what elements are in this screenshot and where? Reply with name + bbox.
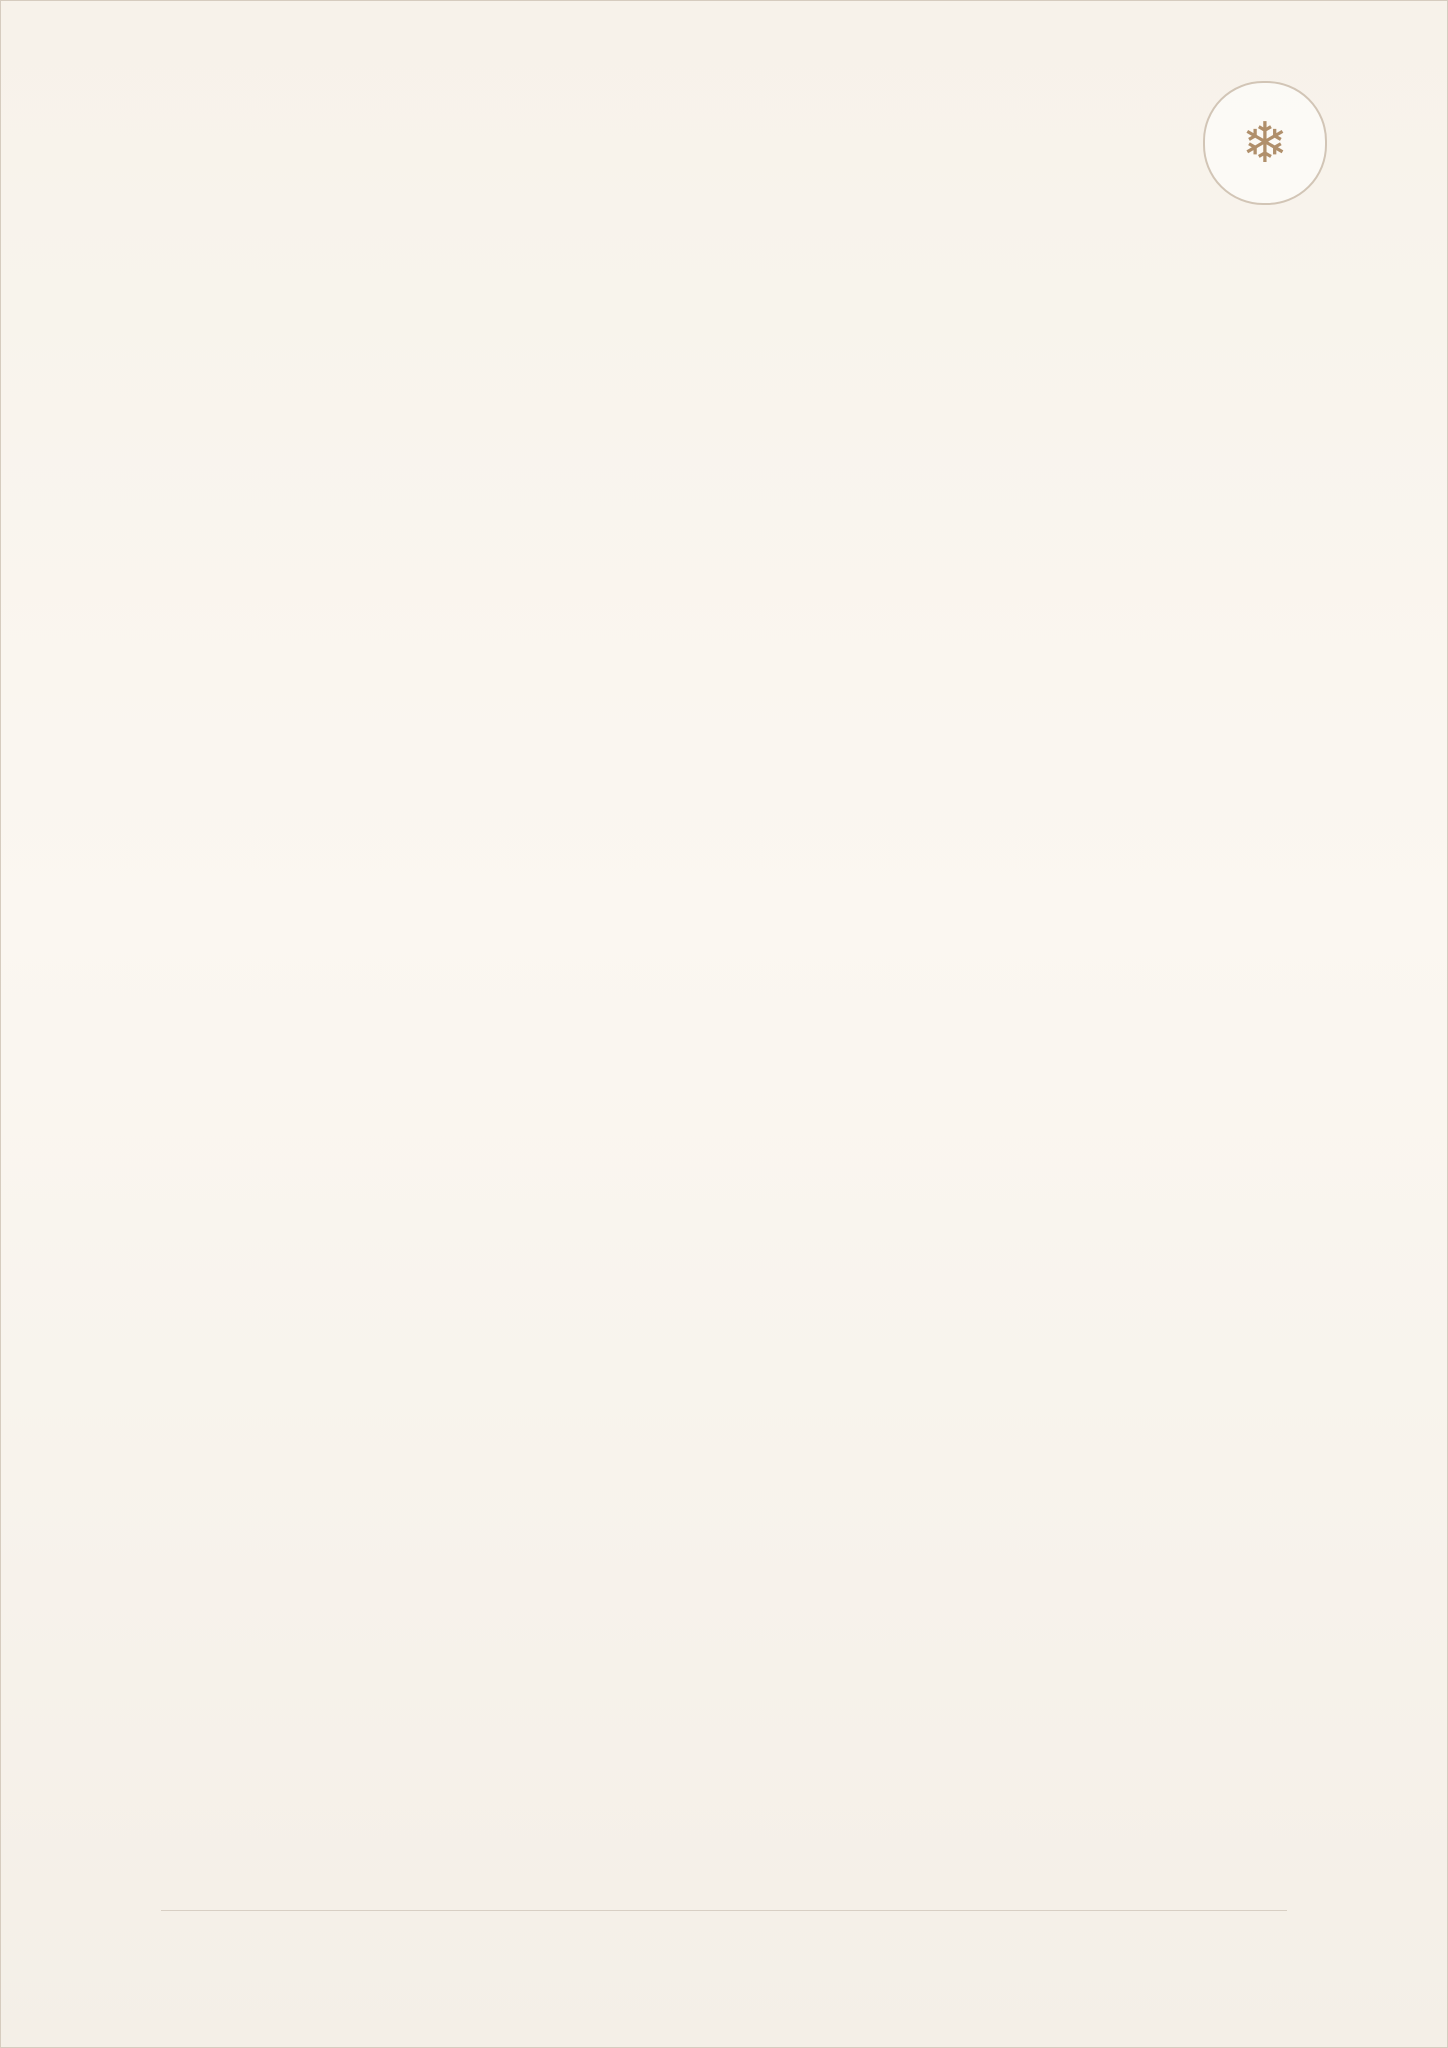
footer bbox=[161, 1910, 1287, 1927]
letter bbox=[161, 181, 1289, 227]
snowflake-icon: ❄ bbox=[1203, 81, 1327, 205]
